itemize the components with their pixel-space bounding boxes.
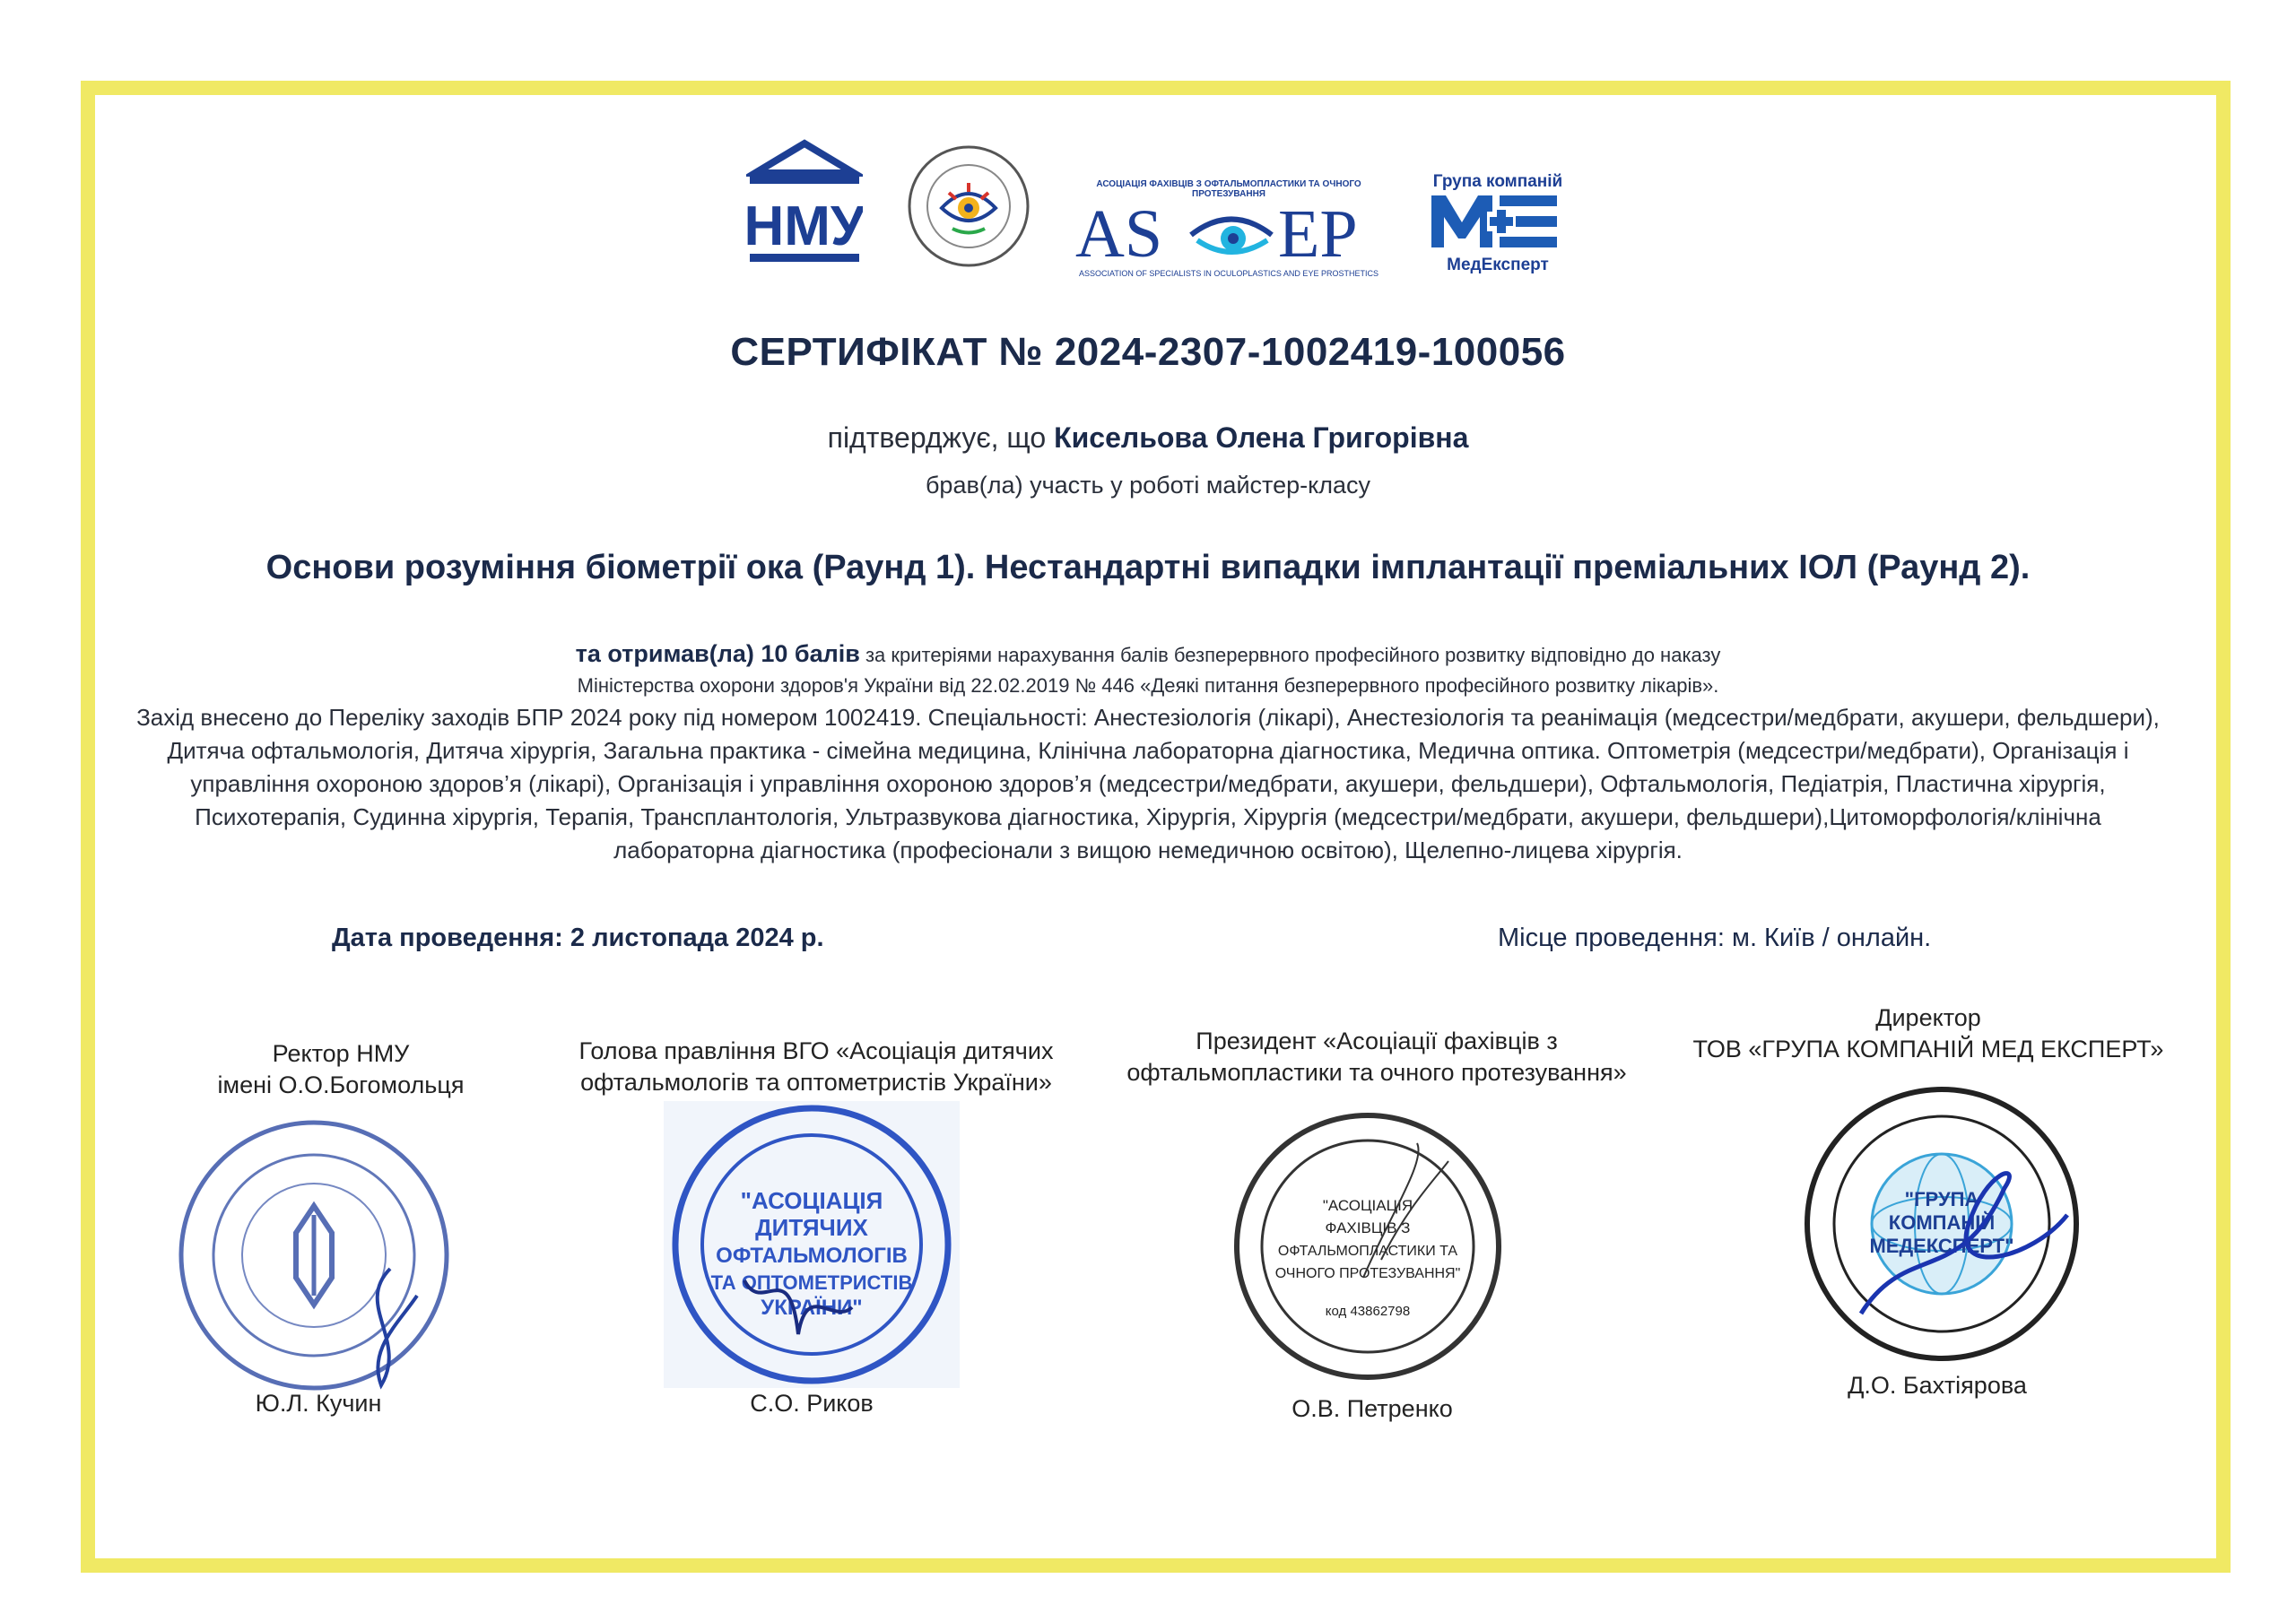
asoep-right-text: EP xyxy=(1278,196,1358,272)
signer-name-1: Ю.Л. Кучин xyxy=(255,1390,382,1417)
points-awarded: та отримав(ла) 10 балів xyxy=(575,640,860,667)
event-place: Місце проведення: м. Київ / онлайн. xyxy=(1498,924,1932,952)
nmu-stamp-icon xyxy=(175,1116,453,1394)
eye-icon xyxy=(1187,208,1276,264)
role-line: Директор xyxy=(1875,1004,1981,1031)
asoep-stamp-icon xyxy=(1229,1107,1507,1385)
event-topic: Основи розуміння біометрії ока (Раунд 1). Нестандартні випадки імплантації преміальних ІОЛ (Раунд 2). xyxy=(265,549,2031,586)
event-date: Дата проведення: 2 листопада 2024 р. xyxy=(332,924,824,952)
children-ophthalmology-association-logo xyxy=(906,143,1031,269)
participation-line: брав(ла) участь у роботі майстер-класу xyxy=(925,472,1371,499)
points-line xyxy=(0,640,2296,668)
svg-text:ОФТАЛЬМОПЛАСТИКИ ТА: ОФТАЛЬМОПЛАСТИКИ ТА xyxy=(1277,1244,1458,1259)
nmu-logo-text: НМУ xyxy=(746,195,863,257)
certificate-title: СЕРТИФІКАТ № 2024-2307-1002419-100056 xyxy=(730,330,1566,374)
svg-text:ТА ОПТОМЕТРИСТІВ: ТА ОПТОМЕТРИСТІВ xyxy=(710,1271,913,1294)
svg-text:МЕДЕКСПЕРТ": МЕДЕКСПЕРТ" xyxy=(1869,1235,2014,1257)
signer-name-4: Д.О. Бахтіярова xyxy=(1848,1372,2027,1399)
role-line: ТОВ «ГРУПА КОМПАНІЙ МЕД ЕКСПЕРТ» xyxy=(1692,1036,2164,1063)
ministry-order: Міністерства охорони здоров'я України від 22.02.2019 № 446 «Деякі питання безперервного професійного розвитку лікарів». xyxy=(577,674,1719,697)
svg-text:КОМПАНІЙ: КОМПАНІЙ xyxy=(1888,1211,1996,1234)
role-line: Ректор НМУ xyxy=(272,1040,410,1067)
svg-text:УКРАЇНИ": УКРАЇНИ" xyxy=(761,1296,863,1320)
svg-text:ОЧНОГО ПРОТЕЗУВАННЯ": ОЧНОГО ПРОТЕЗУВАННЯ" xyxy=(1274,1266,1461,1281)
medexpert-bottom-text: МедЕксперт xyxy=(1447,256,1549,274)
medexpert-stamp-icon xyxy=(1798,1080,2085,1367)
asoep-bottom-text: ASSOCIATION OF SPECIALISTS IN OCULOPLASTICS AND EYE PROSTHETICS xyxy=(1079,269,1378,278)
association-stamp-icon xyxy=(664,1101,960,1388)
svg-text:"АСОЦІАЦІЯ: "АСОЦІАЦІЯ xyxy=(740,1187,883,1214)
asoep-logo xyxy=(1072,179,1386,278)
asoep-left-text: AS xyxy=(1075,196,1163,272)
signature-role-2 xyxy=(538,1036,1094,1098)
medexpert-logo xyxy=(1426,172,1570,275)
role-line: Президент «Асоціації фахівців з xyxy=(1196,1028,1558,1054)
signature-role-4 xyxy=(1668,1002,2188,1065)
participant-name: Кисельова Олена Григорівна xyxy=(1054,421,1469,454)
role-line: офтальмологів та оптометристів України» xyxy=(580,1069,1052,1096)
svg-text:"АСОЦІАЦІЯ: "АСОЦІАЦІЯ xyxy=(1322,1197,1413,1214)
svg-text:ДИТЯЧИХ: ДИТЯЧИХ xyxy=(755,1214,868,1241)
signer-name-3: О.В. Петренко xyxy=(1292,1395,1453,1422)
svg-text:код 43862798: код 43862798 xyxy=(1325,1304,1411,1319)
confirm-prefix: підтверджує, що xyxy=(827,421,1055,454)
signer-name-2: С.О. Риков xyxy=(750,1390,874,1417)
svg-text:"ГРУПА: "ГРУПА xyxy=(1904,1188,1979,1210)
nmu-building-icon xyxy=(746,139,863,269)
points-criteria: за критеріями нарахування балів безперервного професійного розвитку відповідно до наказу xyxy=(859,644,1721,666)
role-line: офтальмопластики та очного протезування» xyxy=(1126,1059,1627,1086)
nmu-logo xyxy=(746,139,863,269)
confirmation-line xyxy=(0,421,2296,455)
specialties-list: Захід внесено до Переліку заходів БПР 2024 року під номером 1002419. Спеціальності: Анестезіологія (лікарі), Анестезіологія та реанімація (медсестри/медбрати, акушери, фельдшери), Дитяча офтальмологія, Дитяча хірургія, Загальна практика - сімейна медицина, Клінічна лабораторна діагностика, Медична оптика. Оптометрія (медсестри/медбрати), Організація і управління охороною здоров’я (лікарі), Організація і управління охороною здоров’я (медсестри/медбрати, акушери, фельдшери), Офтальмологія, Педіатрія, Пластична хірургія, Психотерапія, Судинна хірургія, Терапія, Трансплантологія, Ультразвукова діагностика, Хірургія, Хірургія (медсестри/медбрати, акушери, фельдшери),Цитоморфологія/клінічна лабораторна діагностика (професіонали з вищою немедичною освітою), Щелепно-лицева хірургія. xyxy=(136,704,2160,863)
asoep-top-text: АСОЦІАЦІЯ ФАХІВЦІВ З ОФТАЛЬМОПЛАСТИКИ ТА ОЧНОГО ПРОТЕЗУВАННЯ xyxy=(1096,179,1361,199)
svg-text:ОФТАЛЬМОЛОГІВ: ОФТАЛЬМОЛОГІВ xyxy=(716,1244,908,1268)
signature-role-3 xyxy=(1099,1026,1655,1089)
role-line: імені О.О.Богомольця xyxy=(217,1071,465,1098)
medexpert-me-icon xyxy=(1428,192,1562,251)
association-seal-icon xyxy=(906,143,1031,269)
signature-role-1 xyxy=(161,1038,520,1101)
medexpert-top-text: Група компаній xyxy=(1432,172,1563,191)
svg-text:ФАХІВЦІВ З: ФАХІВЦІВ З xyxy=(1325,1219,1411,1236)
role-line: Голова правління ВГО «Асоціація дитячих xyxy=(578,1037,1054,1064)
